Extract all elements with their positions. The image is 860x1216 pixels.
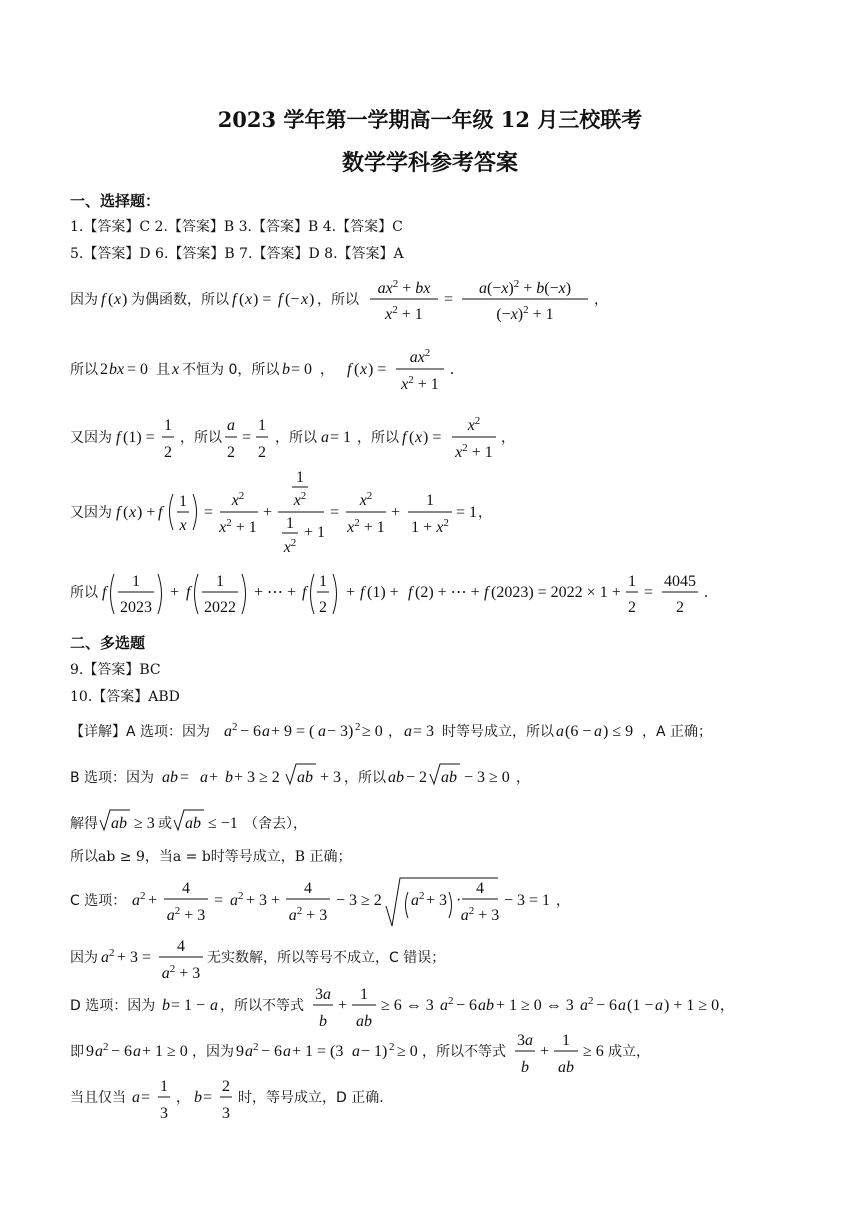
svg-text:ab: ab <box>441 769 457 786</box>
svg-text:(1) =: (1) = <box>123 429 155 446</box>
svg-text:+ 1 ≥ 0 ⇔ 3: + 1 ≥ 0 ⇔ 3 <box>496 997 574 1014</box>
q10-option-d-equality <box>70 1078 470 1124</box>
svg-text:f: f <box>402 429 407 446</box>
svg-text:又因为: 又因为 <box>70 430 112 446</box>
svg-text:，所以: ，所以 <box>357 430 399 446</box>
svg-text:1: 1 <box>216 573 224 590</box>
svg-text:2: 2 <box>253 1041 259 1053</box>
svg-text:ab: ab <box>297 769 313 786</box>
svg-text:，所以不等式: ，所以不等式 <box>220 998 304 1014</box>
svg-text:=: = <box>644 584 654 601</box>
svg-text:= 0: = 0 <box>127 361 149 378</box>
svg-text:− 6: − 6 <box>456 997 478 1014</box>
svg-text:·: · <box>456 892 462 909</box>
svg-text:+: + <box>338 997 348 1014</box>
svg-text:4045: 4045 <box>664 573 696 590</box>
svg-text:，所以: ，所以 <box>317 292 359 308</box>
svg-text:因为: 因为 <box>70 950 98 966</box>
svg-text:f: f <box>158 504 163 521</box>
svg-text:，: ， <box>720 998 734 1014</box>
svg-text:1: 1 <box>426 492 434 509</box>
svg-text:B 选项：因为: B 选项：因为 <box>70 770 155 786</box>
svg-text:，所以: ，所以 <box>180 430 222 446</box>
svg-text:f: f <box>484 584 489 601</box>
svg-text:− 3 ≥ 2: − 3 ≥ 2 <box>336 892 382 909</box>
svg-text:1: 1 <box>296 469 304 486</box>
svg-text:，: ， <box>501 430 515 446</box>
svg-text:3: 3 <box>160 1105 168 1122</box>
svg-text:1 + x2: $1 + x^2$ <box>411 517 449 536</box>
svg-text:，: ， <box>516 770 530 786</box>
svg-text:f: f <box>408 584 413 601</box>
svg-text:a: a <box>132 892 140 909</box>
svg-text:f: f <box>360 584 365 601</box>
svg-text:2: 2 <box>100 361 108 378</box>
svg-text:(: ( <box>239 291 245 308</box>
svg-text:f: f <box>101 291 106 308</box>
svg-text:x2 + 1: $x^2 + 1$ <box>455 442 493 461</box>
svg-text:≥ 0: ≥ 0 <box>397 1043 418 1060</box>
svg-text:=: = <box>204 504 214 521</box>
svg-text:x: x <box>114 291 122 308</box>
section-heading-multi: 二、多选题 <box>70 634 146 652</box>
svg-text:1: 1 <box>286 515 294 532</box>
svg-text:2022: 2022 <box>204 599 236 616</box>
svg-text:所以: 所以 <box>70 362 98 378</box>
svg-text:x2 + 1: $x^2 + 1$ <box>219 517 257 536</box>
svg-text:b: b <box>521 1059 529 1076</box>
svg-text:a2 + 3: $a^2 + 3$ <box>288 905 328 924</box>
svg-text:+ 3: + 3 <box>320 769 342 786</box>
svg-text:): ) <box>122 291 128 308</box>
svg-text:a: a <box>101 949 109 966</box>
svg-text:1: 1 <box>258 417 266 434</box>
q10-option-b <box>70 762 550 792</box>
svg-text:a: a <box>411 892 419 909</box>
svg-text:2: 2 <box>419 890 425 902</box>
q8-step-a-one <box>70 412 530 464</box>
svg-text:ab: ab <box>185 815 201 832</box>
svg-text:= 1: = 1 <box>456 504 478 521</box>
svg-text:a: a <box>318 723 326 740</box>
svg-text:ax2 + bx: $ax^2$ + bx <box>377 278 431 297</box>
svg-text:a: a <box>245 1043 253 1060</box>
svg-text:1: 1 <box>160 1078 168 1095</box>
svg-text:2: 2 <box>258 444 266 461</box>
svg-text:a: a <box>230 892 238 909</box>
svg-text:1: 1 <box>164 417 172 434</box>
svg-text:2: 2 <box>676 599 684 616</box>
svg-text:(6 −: (6 − <box>565 723 592 740</box>
svg-text:，A 正确；: ，A 正确； <box>642 724 713 740</box>
svg-text:= 1 −: = 1 − <box>171 997 206 1014</box>
svg-text:ab: ab <box>162 769 178 786</box>
svg-text:+ 1 ≥ 0: + 1 ≥ 0 <box>142 1043 188 1060</box>
svg-text:x2: $x^2$ <box>359 490 373 509</box>
q10-ab-conclusion: 所以ab ≥ 9，当a = b时等号成立，B 正确； <box>70 849 352 865</box>
svg-text:ab: ab <box>111 815 127 832</box>
svg-text:a: a <box>580 997 588 1014</box>
svg-text:a: a <box>132 1089 140 1106</box>
svg-text:=: = <box>242 429 252 446</box>
svg-text:，所以: ，所以 <box>275 430 317 446</box>
svg-text:4: 4 <box>177 938 185 955</box>
svg-text:+: + <box>209 769 219 786</box>
svg-text:− 6: − 6 <box>596 997 618 1014</box>
svg-text:+ 1 = (3: + 1 = (3 <box>292 1043 344 1060</box>
svg-text:+ 3 ≥ 2: + 3 ≥ 2 <box>234 769 280 786</box>
svg-text:x2: $x^2$ <box>231 490 245 509</box>
svg-text:成立，: 成立， <box>608 1044 650 1060</box>
svg-text:a2 + 3: $a^2 + 3$ <box>460 905 500 924</box>
svg-text:x2: $x^2$ <box>293 490 307 509</box>
svg-text:a: a <box>95 1043 103 1060</box>
svg-text:(2) + ⋯ +: (2) + ⋯ + <box>415 584 480 601</box>
q10-solve-sqrt <box>70 808 370 838</box>
svg-text:不恒为 0，所以: 不恒为 0，所以 <box>182 362 280 378</box>
q8-step-pair-sum <box>70 469 492 558</box>
svg-text:2: 2 <box>109 947 115 959</box>
svg-text:(1 −: (1 − <box>627 997 654 1014</box>
svg-text:− 3 = 1: − 3 = 1 <box>504 892 551 909</box>
svg-text:+ 1: + 1 <box>304 524 326 541</box>
svg-text:a: a <box>618 997 626 1014</box>
svg-text:2: 2 <box>140 890 146 902</box>
svg-text:ab: ab <box>558 1059 574 1076</box>
svg-text:− 6: − 6 <box>261 1043 283 1060</box>
q8-step-b-zero <box>70 342 490 394</box>
answers-row-2: 5.【答案】D 6.【答案】B 7.【答案】D 8.【答案】A <box>70 246 404 262</box>
svg-text:+: + <box>540 1043 550 1060</box>
svg-text:x: x <box>360 361 368 378</box>
svg-text:≥ 3: ≥ 3 <box>134 815 155 832</box>
svg-text:) =: ) = <box>423 429 442 446</box>
svg-text:x2: $x^2$ <box>283 537 297 556</box>
svg-text:+: + <box>346 584 356 601</box>
svg-text:− 3 ≥ 0: − 3 ≥ 0 <box>464 769 510 786</box>
svg-text:4: 4 <box>476 880 484 897</box>
svg-text:a: a <box>655 997 663 1014</box>
svg-text:f: f <box>116 429 121 446</box>
svg-text:(2023) = 2022 × 1 +: (2023) = 2022 × 1 + <box>491 584 621 601</box>
svg-text:，所以: ，所以 <box>344 770 386 786</box>
svg-text:2: 2 <box>628 599 636 616</box>
svg-text:因为: 因为 <box>70 292 98 308</box>
svg-text:b: b <box>225 769 233 786</box>
svg-text:a: a <box>404 723 412 740</box>
svg-text:4: 4 <box>182 880 190 897</box>
svg-text:2: 2 <box>238 890 244 902</box>
svg-text:+: + <box>170 584 180 601</box>
svg-text:x: x <box>129 504 137 521</box>
svg-text:x: x <box>179 517 187 534</box>
svg-text:f: f <box>232 291 237 308</box>
svg-text:1: 1 <box>319 573 327 590</box>
svg-text:，: ， <box>478 505 492 521</box>
svg-text:b: b <box>194 1089 202 1106</box>
svg-text:x: x <box>415 429 423 446</box>
svg-text:≥ 6 ⇔ 3: ≥ 6 ⇔ 3 <box>381 997 434 1014</box>
svg-text:(: ( <box>409 429 415 446</box>
svg-text:9: 9 <box>236 1043 244 1060</box>
svg-text:ab: ab <box>388 769 404 786</box>
page-subtitle: 数学学科参考答案 <box>341 150 518 176</box>
svg-text:≤ −1: ≤ −1 <box>208 815 238 832</box>
svg-text:≥ 6: ≥ 6 <box>583 1043 604 1060</box>
svg-text:− 1): − 1) <box>361 1043 388 1060</box>
svg-text:a: a <box>133 1043 141 1060</box>
svg-text:时等号成立，所以: 时等号成立，所以 <box>442 724 554 740</box>
svg-text:+ 3 +: + 3 + <box>246 892 281 909</box>
svg-text:a: a <box>594 723 602 740</box>
svg-text:(: ( <box>108 291 114 308</box>
svg-text:a: a <box>440 997 448 1014</box>
svg-text:2: 2 <box>103 1041 109 1053</box>
svg-text:2023: 2023 <box>120 599 152 616</box>
svg-text:x: x <box>172 361 180 378</box>
svg-text:2: 2 <box>227 444 235 461</box>
svg-text:≥ 0: ≥ 0 <box>362 723 383 740</box>
svg-text:a2 + 3: $a^2 + 3$ <box>161 963 201 982</box>
q10-option-d-square <box>70 1032 670 1078</box>
svg-text:为偶函数，所以: 为偶函数，所以 <box>131 292 229 308</box>
svg-text:= 1: = 1 <box>330 429 352 446</box>
svg-text:3: 3 <box>222 1105 230 1122</box>
svg-text:ab: ab <box>356 1013 372 1030</box>
svg-text:f: f <box>102 584 107 601</box>
section-heading-choice: 一、选择题： <box>70 192 161 210</box>
svg-text:=: = <box>330 504 340 521</box>
svg-text:x: x <box>301 291 309 308</box>
svg-text:(: ( <box>354 361 360 378</box>
answers-row-1: 1.【答案】C 2.【答案】B 3.【答案】B 4.【答案】C <box>70 219 403 235</box>
svg-text:ab: ab <box>478 997 494 1014</box>
svg-text:（舍去），: （舍去）， <box>244 816 307 832</box>
svg-text:a: a <box>283 1043 291 1060</box>
svg-text:+: + <box>391 504 401 521</box>
svg-text:2: 2 <box>355 721 361 733</box>
svg-text:b: b <box>319 1013 327 1030</box>
svg-text:当且仅当: 当且仅当 <box>70 1090 126 1106</box>
svg-text:4: 4 <box>304 880 312 897</box>
svg-text:f: f <box>116 504 121 521</box>
svg-text:x2 + 1: $x^2 + 1$ <box>385 304 423 323</box>
svg-text:或: 或 <box>158 816 172 832</box>
svg-text:f: f <box>347 361 352 378</box>
svg-text:=: = <box>214 892 224 909</box>
svg-text:2: 2 <box>232 721 238 733</box>
svg-text:a2 + 3: $a^2 + 3$ <box>166 905 206 924</box>
svg-text:无实数解，所以等号不成立，C 错误；: 无实数解，所以等号不成立，C 错误； <box>207 950 446 966</box>
answer-10: 10.【答案】ABD <box>70 689 180 705</box>
q8-step-total-sum <box>70 566 730 622</box>
svg-text:，: ， <box>320 362 334 378</box>
svg-text:3a: 3a <box>315 986 331 1003</box>
svg-text:时，等号成立，D 正确.: 时，等号成立，D 正确. <box>238 1090 384 1106</box>
svg-text:1: 1 <box>132 573 140 590</box>
svg-text:) + 1 ≥ 0: ) + 1 ≥ 0 <box>664 997 720 1014</box>
svg-text:=: = <box>444 291 454 308</box>
svg-text:，: ， <box>176 1090 190 1106</box>
svg-text:) ≤ 9: ) ≤ 9 <box>603 723 634 740</box>
svg-text:3a: 3a <box>517 1032 533 1049</box>
svg-text:a: a <box>210 997 218 1014</box>
svg-text:+ ⋯ +: + ⋯ + <box>254 584 297 601</box>
svg-text:a: a <box>227 417 235 434</box>
svg-text:f: f <box>186 584 191 601</box>
svg-text:x2 + 1: $x^2 + 1$ <box>347 517 385 536</box>
svg-text:) +: ) + <box>137 504 156 521</box>
svg-text:1: 1 <box>360 986 368 1003</box>
svg-text:a: a <box>556 723 564 740</box>
svg-text:a: a <box>352 1043 360 1060</box>
svg-text:− 3): − 3) <box>327 723 354 740</box>
svg-text:2: 2 <box>448 995 454 1007</box>
svg-text:x: x <box>245 291 253 308</box>
svg-text:.: . <box>704 584 708 601</box>
svg-text:) =: ) = <box>368 361 387 378</box>
svg-text:(1) +: (1) + <box>367 584 399 601</box>
svg-text:a: a <box>321 429 329 446</box>
svg-text:− 6: − 6 <box>240 723 262 740</box>
svg-text:1: 1 <box>562 1032 570 1049</box>
svg-text:1: 1 <box>179 493 187 510</box>
svg-text:a: a <box>262 723 270 740</box>
svg-text:+: + <box>148 892 158 909</box>
svg-text:解得: 解得 <box>70 816 98 832</box>
svg-text:f: f <box>302 584 307 601</box>
svg-text:=: = <box>180 769 190 786</box>
svg-text:，: ， <box>556 893 570 909</box>
svg-text:a: a <box>200 769 208 786</box>
svg-text:− 2: − 2 <box>406 769 428 786</box>
svg-text:(: ( <box>123 504 129 521</box>
svg-text:【详解】A 选项：因为: 【详解】A 选项：因为 <box>70 724 211 740</box>
svg-text:a: a <box>224 723 232 740</box>
q10-option-c-equality <box>70 938 490 984</box>
svg-text:，: ， <box>594 292 608 308</box>
svg-text:): ) <box>309 291 315 308</box>
svg-text:C 选项：: C 选项： <box>70 893 127 909</box>
svg-text:b: b <box>282 361 290 378</box>
svg-text:(−x)2 + 1: $(-x)^2 + 1$ <box>496 304 554 323</box>
svg-text:= 0: = 0 <box>291 361 313 378</box>
svg-text:) =: ) = <box>253 291 272 308</box>
svg-text:b: b <box>162 997 170 1014</box>
svg-text:x2 + 1: $x^2 + 1$ <box>401 374 439 393</box>
svg-text:a(−x)2 + b(−x): $a(-x)^2 + b(-x)$ <box>478 278 572 297</box>
svg-text:2: 2 <box>222 1078 230 1095</box>
q10-option-c <box>70 872 570 932</box>
svg-text:又因为: 又因为 <box>70 505 112 521</box>
svg-text:D 选项：因为: D 选项：因为 <box>70 998 156 1014</box>
svg-text:2: 2 <box>319 599 327 616</box>
svg-text:即: 即 <box>70 1044 84 1060</box>
svg-text:.: . <box>450 361 454 378</box>
page-title: 2023 学年第一学期高一年级 12 月三校联考 <box>217 107 643 132</box>
answer-9: 9.【答案】BC <box>70 662 161 678</box>
svg-text:且: 且 <box>156 362 170 378</box>
svg-text:=: = <box>141 1089 151 1106</box>
q10-option-a <box>70 716 730 746</box>
svg-text:ax2: $ax^2$ <box>409 347 431 366</box>
svg-text:+ 9 = (: + 9 = ( <box>271 723 315 740</box>
svg-text:+ 3 =: + 3 = <box>117 949 152 966</box>
svg-text:+: + <box>263 504 273 521</box>
svg-text:f: f <box>278 291 283 308</box>
svg-text:，所以不等式: ，所以不等式 <box>422 1044 506 1060</box>
q10-option-d <box>70 986 734 1032</box>
svg-text:+ 3: + 3 <box>426 892 448 909</box>
svg-text:所以: 所以 <box>70 585 98 601</box>
svg-text:= 3: = 3 <box>413 723 435 740</box>
svg-text:x2: $x^2$ <box>467 415 481 434</box>
svg-text:2: 2 <box>164 444 172 461</box>
svg-text:，因为: ，因为 <box>192 1044 234 1060</box>
svg-text:− 6: − 6 <box>111 1043 133 1060</box>
svg-text:1: 1 <box>628 573 636 590</box>
svg-text:9: 9 <box>86 1043 94 1060</box>
svg-text:2: 2 <box>588 995 594 1007</box>
svg-text:，: ， <box>388 724 402 740</box>
q8-step-even-function <box>70 276 630 328</box>
svg-text:(−: (− <box>285 291 300 308</box>
svg-text:=: = <box>203 1089 213 1106</box>
svg-text:bx: bx <box>109 361 125 378</box>
svg-text:2: 2 <box>389 1041 395 1053</box>
